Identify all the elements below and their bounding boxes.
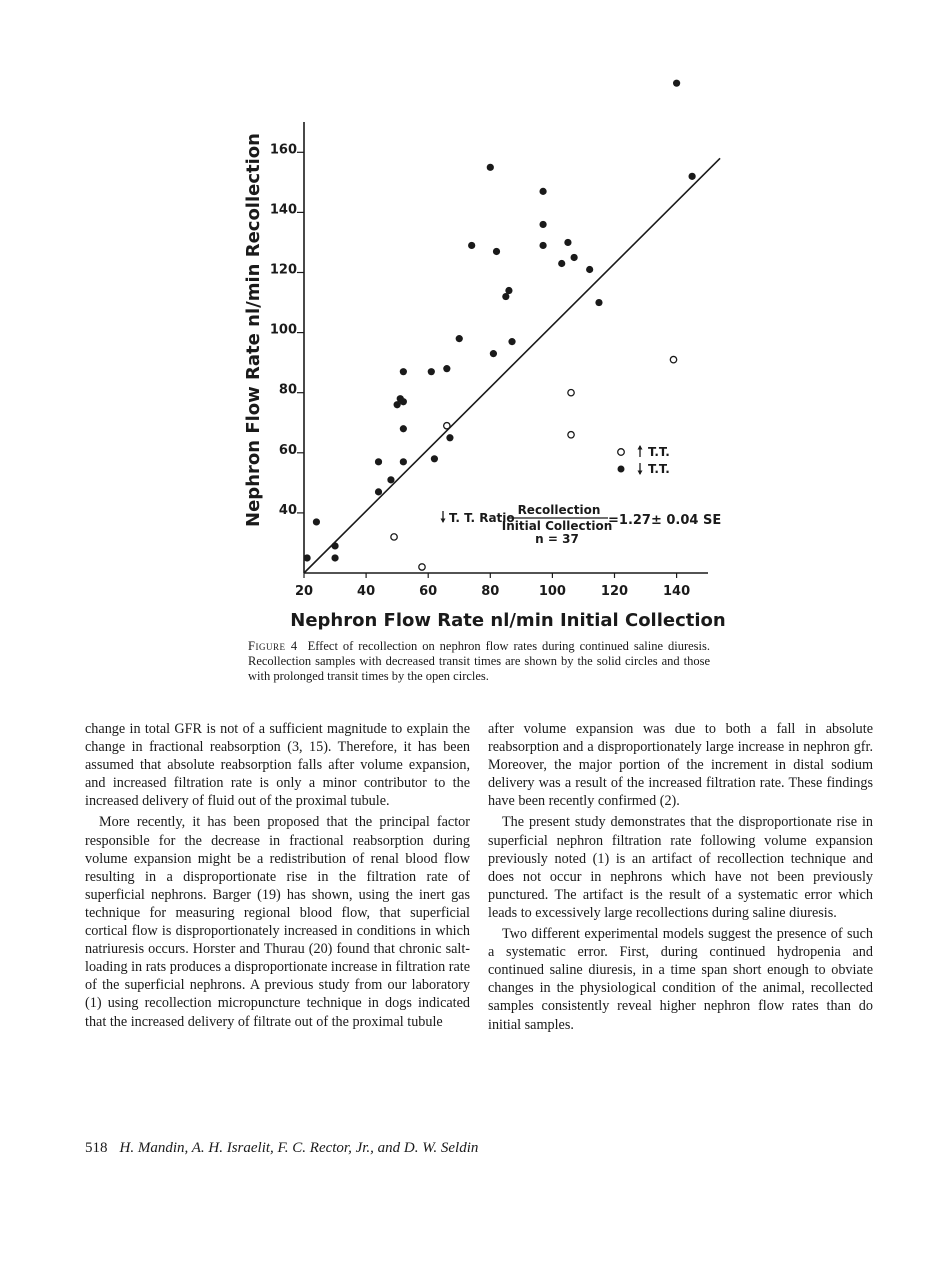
y-tick-label: 100 [269, 322, 297, 338]
y-tick-label: 160 [269, 142, 297, 158]
paragraph: change in total GFR is not of a sufficient magnitude to explain the change in fractional reabsorption (3, 15). Therefore, it has been assumed that absolute reabsorption falls after volume expansion, and increased filtration rate is only a minor contributor to the increased delivery of fluid out of the proximal tubule. [85, 721, 470, 810]
data-point-solid [689, 173, 696, 180]
ratio-formula [441, 503, 722, 546]
data-point-solid [443, 365, 450, 372]
y-tick-label: 80 [278, 382, 297, 398]
data-point-solid [508, 338, 515, 345]
ratio-denominator: Initial Collection [501, 519, 613, 533]
data-point-solid [571, 254, 578, 261]
data-point-solid [539, 242, 546, 249]
x-tick-label: 60 [419, 584, 438, 599]
ratio-prefix: T. T. Ratio [449, 511, 515, 525]
figure-caption [248, 639, 710, 684]
data-point-open [568, 390, 574, 396]
legend-solid-marker [618, 466, 625, 473]
paragraph: More recently, it has been proposed that the principal factor responsible for the decrease in fractional reabsorption during volume expansion might be a redistribution of renal blood flow resulting in a disproportionate rise in the filtration rate of superficial nephrons. Barger (19) has shown, using the inert gas technique for measuring regional blood flow, that superficial cortical flow is disproportionately increased in conditions in which natriuresis occurs. Horster and Thurau (20) found that chronic salt-loading in rats produces a disproportionate increase in filtration rate of the superficial nephrons. A previous study from our laboratory (1) using recollection micropuncture technique in dogs indicated that the increased delivery of filtrate out of the proximal tubule [85, 814, 470, 1030]
data-point-open [444, 423, 450, 429]
y-tick-label: 40 [278, 502, 297, 518]
data-point-solid [539, 188, 546, 195]
data-point-solid [400, 398, 407, 405]
paragraph: Two different experimental models suggest the presence of such a systematic error. First, during continued hydropenia and continued saline diuresis, in a time span short enough to obviate changes in the physiological condition of the animal, recollected samples consistently reveal higher nephron flow rates than do initial samples. [488, 926, 873, 1033]
data-point-solid [558, 260, 565, 267]
y-tick-labels [270, 142, 297, 518]
data-point-open [568, 432, 574, 438]
data-point-solid [304, 554, 311, 561]
x-tick-label: 140 [663, 584, 691, 599]
data-point-open [419, 564, 425, 570]
x-tick-label: 120 [600, 584, 629, 599]
data-point-open [391, 534, 397, 540]
body-column-left [85, 720, 470, 1031]
data-point-solid [428, 368, 435, 375]
data-point-solid [456, 335, 463, 342]
caption-text: Effect of recollection on nephron flow rates during continued saline diuresis. Recollection samples with decreased transit times are shown by the solid circles and those with prolonged transit times by the open circles. [248, 639, 711, 683]
y-tick-label: 60 [278, 442, 297, 458]
data-points [304, 80, 696, 571]
data-point-solid [313, 518, 320, 525]
legend-open-marker [618, 449, 625, 456]
x-tick-label: 100 [538, 584, 566, 599]
data-point-solid [490, 350, 497, 357]
legend [618, 445, 670, 476]
data-point-solid [564, 239, 571, 246]
x-tick-label: 40 [357, 584, 376, 599]
paragraph: after volume expansion was due to both a fall in absolute reabsorption and a disproportionately large increase in nephron gfr. Moreover, the major portion of the increment in distal sodium delivery was a result of the increased filtration rate. These findings have been recently confirmed (2). [488, 721, 873, 810]
data-point-solid [468, 242, 475, 249]
ratio-result: =1.27± 0.04 SE [608, 513, 722, 528]
data-point-solid [400, 425, 407, 432]
data-point-solid [387, 476, 394, 483]
body-column-right [488, 720, 873, 1034]
data-point-solid [331, 554, 338, 561]
data-point-solid [375, 458, 382, 465]
y-axis-title: Nephron Flow Rate nl/min Recollection [243, 133, 264, 527]
data-point-solid [586, 266, 593, 273]
page-number: 518 [85, 1140, 108, 1156]
data-point-solid [331, 542, 338, 549]
data-point-solid [595, 299, 602, 306]
ratio-n: n = 37 [535, 532, 579, 546]
arrow-down-icon [441, 511, 446, 523]
x-tick-labels [295, 584, 690, 599]
ratio-numerator: Recollection [517, 503, 601, 517]
data-point-open [670, 356, 676, 362]
arrow-up-icon [638, 445, 643, 457]
page-footer [85, 1140, 478, 1157]
legend-solid-label: T.T. [648, 462, 670, 476]
data-point-solid [375, 488, 382, 495]
data-point-solid [505, 287, 512, 294]
data-point-solid [539, 221, 546, 228]
paragraph: The present study demonstrates that the disproportionate rise in superficial nephron filtration rate following volume expansion previously noted (1) is an artifact of recollection technique and does not occur in nephrons which have not been previously punctured. The artifact is the result of a systematic error which leads to excessively large recollections during saline diuresis. [488, 814, 873, 921]
data-point-solid [400, 368, 407, 375]
data-point-solid [431, 455, 438, 462]
legend-open-label: T.T. [648, 445, 670, 459]
data-point-solid [487, 164, 494, 171]
y-tick-label: 120 [269, 262, 297, 278]
data-point-solid [673, 80, 680, 87]
x-tick-label: 80 [481, 584, 500, 599]
data-point-solid [446, 434, 453, 441]
x-axis-title: Nephron Flow Rate nl/min Initial Collection [290, 610, 726, 631]
caption-label: Figure 4 [248, 639, 298, 653]
arrow-down-icon [638, 463, 643, 475]
footer-authors: H. Mandin, A. H. Israelit, F. C. Rector, Jr., and D. W. Seldin [119, 1140, 479, 1156]
y-tick-label: 140 [269, 202, 297, 218]
data-point-solid [400, 458, 407, 465]
data-point-solid [493, 248, 500, 255]
x-tick-label: 20 [294, 584, 314, 599]
